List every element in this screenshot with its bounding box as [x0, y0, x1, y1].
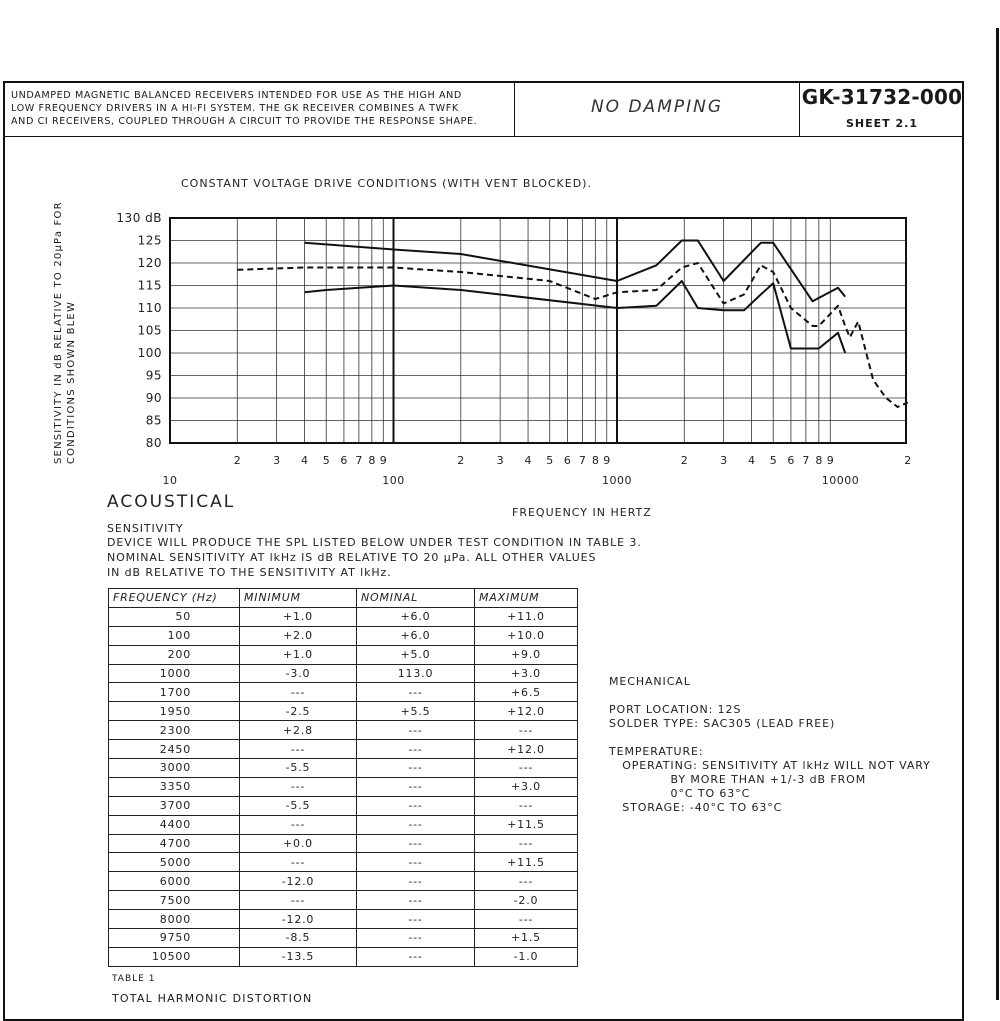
frequency-cell: 4700	[109, 834, 240, 853]
maximum-cell: +9.0	[475, 645, 578, 664]
maximum-cell: +10.0	[475, 626, 578, 645]
frequency-cell: 4400	[109, 815, 240, 834]
table-row	[109, 834, 578, 853]
frequency-cell: 3000	[109, 759, 240, 778]
table-row	[109, 683, 578, 702]
nominal-cell: ---	[357, 834, 475, 853]
x-minor-tick-label: 2	[680, 454, 688, 467]
series-line-2	[237, 263, 908, 407]
minimum-cell: ---	[240, 740, 357, 759]
minimum-cell: ---	[240, 777, 357, 796]
frequency-cell: 1950	[109, 702, 240, 721]
frequency-cell: 1000	[109, 664, 240, 683]
x-minor-tick-label: 7	[578, 454, 586, 467]
minimum-cell: +2.8	[240, 721, 357, 740]
storage-temp: STORAGE: -40°C TO 63°C	[609, 801, 783, 814]
x-minor-tick-label: 2	[904, 454, 912, 467]
nominal-cell: ---	[357, 759, 475, 778]
y-tick-label: 110	[137, 301, 162, 315]
table-header-row	[109, 589, 578, 608]
table-row	[109, 740, 578, 759]
x-minor-tick-label: 7	[355, 454, 363, 467]
maximum-cell: -1.0	[475, 947, 578, 966]
nominal-cell: ---	[357, 777, 475, 796]
maximum-cell: ---	[475, 759, 578, 778]
sensitivity-table	[108, 588, 578, 967]
y-tick-label: 130 dB	[116, 211, 162, 225]
nominal-cell: ---	[357, 929, 475, 948]
table-row	[109, 872, 578, 891]
maximum-cell: -2.0	[475, 891, 578, 910]
x-major-tick-label: 10000	[821, 474, 860, 487]
nominal-cell: ---	[357, 815, 475, 834]
nominal-cell: +5.5	[357, 702, 475, 721]
x-axis-label: FREQUENCY IN HERTZ	[512, 506, 652, 519]
y-tick-label: 120	[137, 256, 162, 270]
minimum-cell: ---	[240, 815, 357, 834]
maximum-cell: +1.5	[475, 929, 578, 948]
doc-number: GK-31732-000	[801, 85, 963, 109]
minimum-cell: +0.0	[240, 834, 357, 853]
table-row	[109, 929, 578, 948]
frequency-cell: 8000	[109, 910, 240, 929]
frequency-cell: 9750	[109, 929, 240, 948]
x-minor-tick-label: 9	[379, 454, 387, 467]
x-minor-tick-label: 4	[748, 454, 756, 467]
nominal-cell: ---	[357, 683, 475, 702]
nominal-cell: +5.0	[357, 645, 475, 664]
frequency-cell: 3700	[109, 796, 240, 815]
minimum-cell: -8.5	[240, 929, 357, 948]
y-axis-label-line-1: SENSITIVITY IN dB RELATIVE TO 20μPa FOR	[53, 201, 64, 464]
nominal-cell: ---	[357, 891, 475, 910]
minimum-cell: -12.0	[240, 910, 357, 929]
x-minor-tick-label: 3	[720, 454, 728, 467]
frequency-cell: 3350	[109, 777, 240, 796]
operating-temp-line-2: BY MORE THAN +1/-3 dB FROM	[609, 773, 867, 786]
y-tick-label: 125	[137, 233, 162, 248]
description-line-3: AND CI RECEIVERS, COUPLED THROUGH A CIRCUIT TO PROVIDE THE RESPONSE SHAPE.	[11, 116, 478, 127]
minimum-cell: -13.5	[240, 947, 357, 966]
port-location: PORT LOCATION: 12S	[609, 703, 742, 716]
table-body	[109, 607, 578, 966]
y-axis-label-line-2: CONDITIONS SHOWN BLEW	[66, 300, 77, 464]
minimum-cell: -5.5	[240, 759, 357, 778]
maximum-cell: +12.0	[475, 702, 578, 721]
x-minor-tick-label: 4	[524, 454, 532, 467]
solder-type: SOLDER TYPE: SAC305 (LEAD FREE)	[609, 717, 836, 730]
temperature-heading: TEMPERATURE:	[609, 745, 704, 758]
frequency-cell: 1700	[109, 683, 240, 702]
chart-title: CONSTANT VOLTAGE DRIVE CONDITIONS (WITH VENT BLOCKED).	[181, 177, 592, 190]
description-line-1: UNDAMPED MAGNETIC BALANCED RECEIVERS INTENDED FOR USE AS THE HIGH AND	[11, 90, 462, 101]
minimum-cell: +2.0	[240, 626, 357, 645]
maximum-cell: +3.0	[475, 664, 578, 683]
x-minor-tick-label: 3	[496, 454, 504, 467]
x-minor-tick-label: 4	[301, 454, 309, 467]
maximum-cell: +3.0	[475, 777, 578, 796]
table-row	[109, 759, 578, 778]
maximum-cell: +11.0	[475, 607, 578, 626]
y-tick-label: 90	[145, 391, 162, 405]
x-major-tick-label: 10	[162, 474, 178, 487]
maximum-cell: +11.5	[475, 815, 578, 834]
minimum-cell: ---	[240, 891, 357, 910]
x-minor-tick-label: 7	[802, 454, 810, 467]
table-row	[109, 626, 578, 645]
table-row	[109, 796, 578, 815]
frequency-cell: 10500	[109, 947, 240, 966]
y-tick-label: 100	[137, 346, 162, 360]
table-row	[109, 947, 578, 966]
nominal-cell: ---	[357, 872, 475, 891]
maximum-cell: ---	[475, 834, 578, 853]
x-minor-tick-label: 5	[546, 454, 554, 467]
maximum-cell: ---	[475, 721, 578, 740]
column-header-frequency: FREQUENCY (Hz)	[109, 589, 240, 608]
x-minor-tick-label: 9	[826, 454, 834, 467]
nominal-cell: ---	[357, 796, 475, 815]
x-major-tick-label: 1000	[602, 474, 632, 487]
table-row	[109, 607, 578, 626]
y-tick-label: 115	[137, 278, 162, 293]
maximum-cell: +6.5	[475, 683, 578, 702]
x-minor-tick-label: 6	[563, 454, 571, 467]
minimum-cell: -2.5	[240, 702, 357, 721]
nominal-cell: ---	[357, 740, 475, 759]
y-tick-label: 105	[137, 323, 162, 338]
y-tick-label: 80	[145, 436, 162, 450]
damping-label: NO DAMPING	[590, 97, 724, 117]
nominal-cell: ---	[357, 947, 475, 966]
operating-temp-line-1: OPERATING: SENSITIVITY AT lkHz WILL NOT VARY	[609, 759, 931, 772]
x-minor-tick-label: 6	[340, 454, 348, 467]
maximum-cell: ---	[475, 872, 578, 891]
column-header-minimum: MINIMUM	[240, 589, 357, 608]
table-row	[109, 910, 578, 929]
frequency-cell: 200	[109, 645, 240, 664]
thd-heading: TOTAL HARMONIC DISTORTION	[112, 992, 313, 1005]
nominal-cell: +6.0	[357, 607, 475, 626]
frequency-cell: 2300	[109, 721, 240, 740]
sensitivity-heading: SENSITIVITY	[107, 522, 184, 535]
nominal-cell: 113.0	[357, 664, 475, 683]
column-header-nominal: NOMINAL	[357, 589, 475, 608]
x-major-tick-label: 100	[382, 474, 405, 487]
nominal-cell: ---	[357, 721, 475, 740]
table-row	[109, 702, 578, 721]
frequency-cell: 2450	[109, 740, 240, 759]
y-tick-label: 85	[145, 413, 162, 428]
operating-temp-line-3: 0°C TO 63°C	[609, 787, 751, 800]
x-minor-tick-label: 9	[603, 454, 611, 467]
table-caption: TABLE 1	[112, 974, 156, 984]
x-minor-tick-label: 5	[322, 454, 330, 467]
x-minor-tick-label: 3	[273, 454, 281, 467]
maximum-cell: +12.0	[475, 740, 578, 759]
minimum-cell: +1.0	[240, 645, 357, 664]
table-row	[109, 891, 578, 910]
minimum-cell: -5.5	[240, 796, 357, 815]
x-minor-tick-label: 2	[233, 454, 241, 467]
minimum-cell: +1.0	[240, 607, 357, 626]
maximum-cell: ---	[475, 910, 578, 929]
sensitivity-text-2: NOMINAL SENSITIVITY AT lkHz IS dB RELATIVE TO 20 μPa. ALL OTHER VALUES	[107, 551, 597, 564]
frequency-cell: 50	[109, 607, 240, 626]
x-minor-tick-label: 5	[769, 454, 777, 467]
acoustical-heading: ACOUSTICAL	[107, 492, 236, 512]
sheet-number: SHEET 2.1	[846, 117, 918, 130]
x-minor-tick-label: 8	[368, 454, 376, 467]
frequency-cell: 100	[109, 626, 240, 645]
x-minor-tick-label: 8	[591, 454, 599, 467]
x-minor-tick-label: 2	[457, 454, 465, 467]
maximum-cell: ---	[475, 796, 578, 815]
table-row	[109, 815, 578, 834]
x-minor-tick-label: 6	[787, 454, 795, 467]
minimum-cell: ---	[240, 853, 357, 872]
y-tick-label: 95	[145, 368, 162, 383]
nominal-cell: ---	[357, 853, 475, 872]
frequency-cell: 6000	[109, 872, 240, 891]
minimum-cell: -3.0	[240, 664, 357, 683]
frequency-cell: 7500	[109, 891, 240, 910]
mechanical-heading: MECHANICAL	[609, 675, 691, 688]
nominal-cell: ---	[357, 910, 475, 929]
table-row	[109, 664, 578, 683]
x-minor-tick-label: 8	[815, 454, 823, 467]
table-row	[109, 721, 578, 740]
description-line-2: LOW FREQUENCY DRIVERS IN A HI-FI SYSTEM. THE GK RECEIVER COMBINES A TWFK	[11, 103, 459, 114]
sensitivity-text-3: IN dB RELATIVE TO THE SENSITIVITY AT lkHz.	[107, 566, 392, 579]
frequency-cell: 5000	[109, 853, 240, 872]
table-row	[109, 853, 578, 872]
column-header-maximum: MAXIMUM	[475, 589, 578, 608]
nominal-cell: +6.0	[357, 626, 475, 645]
table-row	[109, 645, 578, 664]
minimum-cell: ---	[240, 683, 357, 702]
sensitivity-text-1: DEVICE WILL PRODUCE THE SPL LISTED BELOW UNDER TEST CONDITION IN TABLE 3.	[107, 536, 642, 549]
maximum-cell: +11.5	[475, 853, 578, 872]
table-row	[109, 777, 578, 796]
minimum-cell: -12.0	[240, 872, 357, 891]
